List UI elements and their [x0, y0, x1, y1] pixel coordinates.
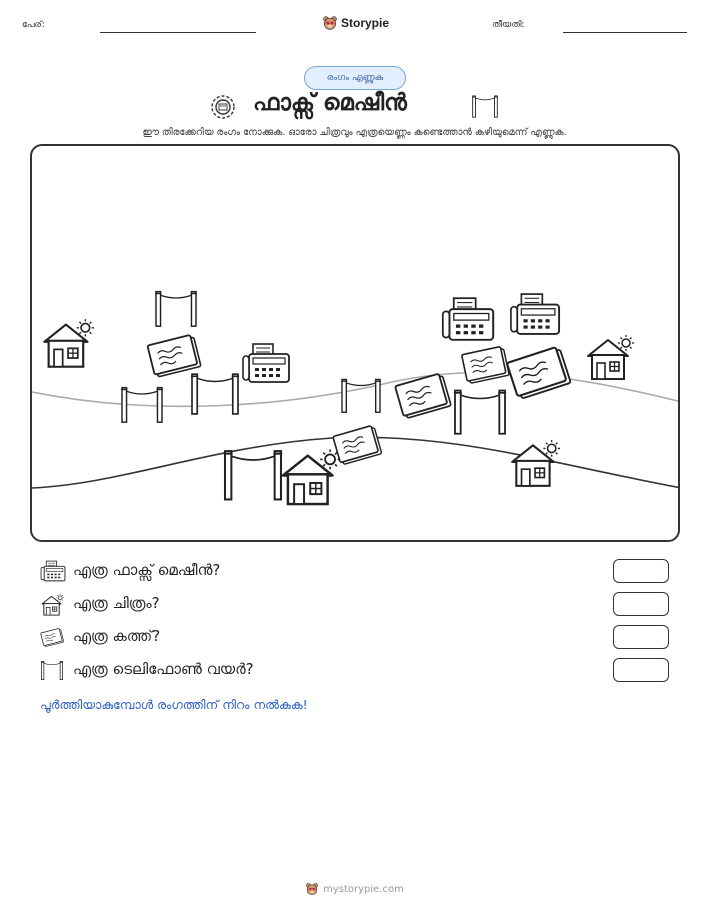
question-letter	[40, 625, 680, 651]
bear-logo-icon	[322, 15, 338, 31]
telephone-wire-5	[454, 391, 506, 434]
title-row	[0, 90, 709, 122]
bear-logo-icon	[305, 882, 319, 896]
fax-machine-3	[243, 344, 289, 382]
name-label: പേര്:	[22, 20, 45, 30]
page-title: ഫാക്സ് മെഷീൻ	[253, 90, 407, 116]
date-label: തീയതി:	[492, 20, 525, 30]
question-fax	[40, 559, 680, 585]
instruction-text: ഈ തിരക്കേറിയ രംഗം നോക്കുക. ഓരോ ചിത്രവും എത്രയെണ്ണം കണ്ടെത്താൻ കഴിയുമെന്ന് എണ്ണുക.	[142, 127, 567, 138]
answer-box-letter[interactable]	[613, 625, 669, 649]
scene-drawing	[32, 146, 680, 542]
house-picture-icon	[40, 593, 64, 617]
letter-3	[462, 346, 510, 384]
telephone-wire-3	[191, 374, 239, 414]
letter-icon	[37, 623, 68, 653]
worksheet-header	[0, 14, 709, 38]
house-picture-4	[512, 440, 560, 486]
question-text: എത്ര കത്ത്?	[73, 627, 161, 645]
fax-gear-icon	[208, 92, 238, 122]
coloring-instruction: പൂർത്തിയാകുമ്പോൾ രംഗത്തിന് നിറം നൽകുക!	[40, 697, 308, 712]
house-picture-1	[44, 319, 94, 367]
telephone-wire-4	[341, 379, 381, 412]
fax-machine-1	[443, 298, 493, 340]
question-text: എത്ര ഫാക്സ് മെഷീൻ?	[73, 561, 221, 579]
category-badge: രംഗം എണ്ണുക	[304, 66, 406, 90]
answer-box-fax[interactable]	[613, 559, 669, 583]
site-footer	[0, 880, 709, 898]
telephone-wire-icon	[40, 659, 64, 681]
question-picture	[40, 592, 680, 618]
letter-4	[507, 346, 571, 400]
letter-1	[147, 334, 201, 377]
letter-5	[333, 425, 382, 465]
counting-scene	[30, 144, 680, 542]
answer-box-picture[interactable]	[613, 592, 669, 616]
fax-machine-2	[511, 294, 559, 334]
back-hill-line	[32, 372, 680, 406]
brand-name: Storypie	[341, 16, 390, 30]
house-picture-2	[588, 335, 634, 379]
telephone-wire-icon	[471, 93, 499, 119]
question-text: എത്ര ചിത്രം?	[73, 594, 160, 612]
telephone-wire-6	[224, 451, 283, 499]
question-wire	[40, 658, 680, 684]
telephone-wire-1	[155, 292, 197, 327]
fax-machine-icon	[40, 560, 66, 582]
question-text: എത്ര ടെലിഫോൺ വയർ?	[73, 660, 254, 678]
name-field-line[interactable]	[100, 32, 256, 33]
site-url: mystorypie.com	[323, 883, 404, 895]
date-field-line[interactable]	[563, 32, 687, 33]
brand-logo	[322, 14, 389, 32]
answer-box-wire[interactable]	[613, 658, 669, 682]
house-picture-3	[283, 449, 340, 504]
